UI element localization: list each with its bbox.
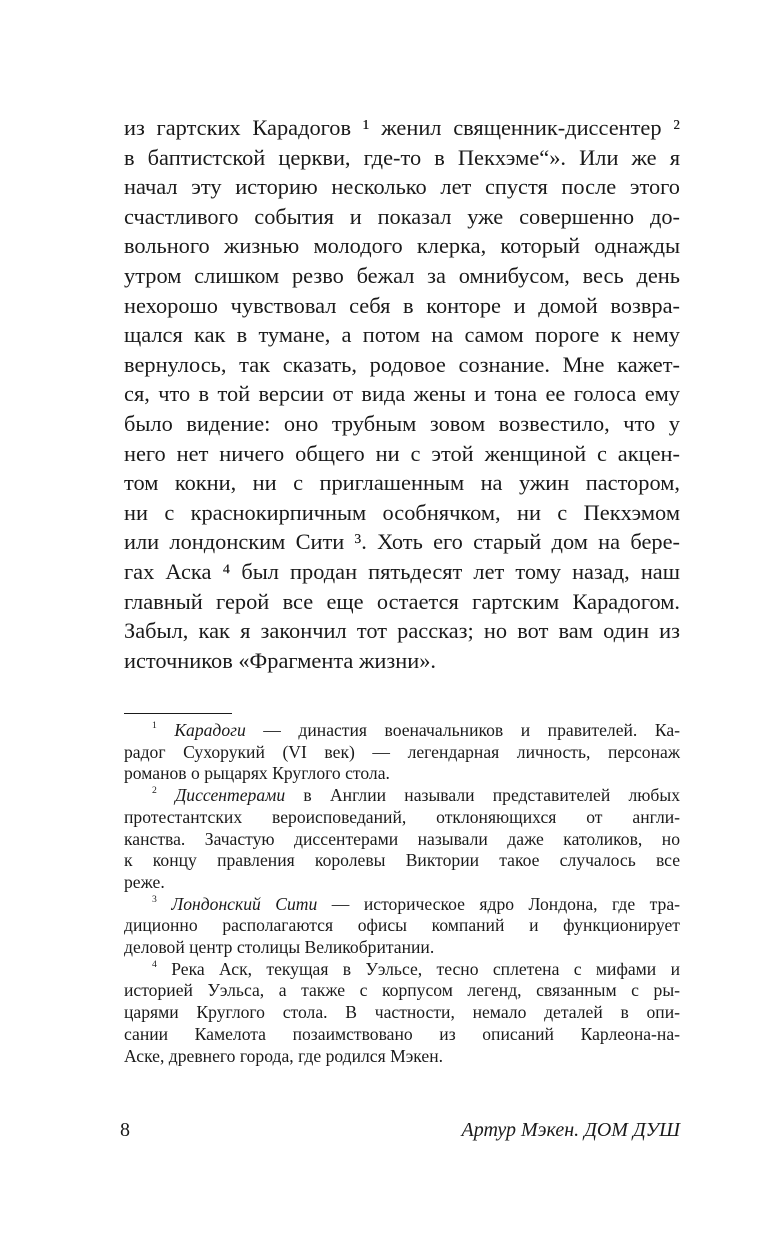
footnote-line: Аске, древнего города, где родился Мэкен. bbox=[124, 1045, 444, 1066]
footnote-1 bbox=[124, 720, 680, 785]
footnote-text: Река Аск, текущая в Уэльсе, тесно сплетена с мифами и bbox=[171, 958, 680, 979]
text-line: ни с краснокирпичным особнячком, ни с Пекхэмом bbox=[124, 499, 680, 525]
footnote-line: деловой центр столицы Великобритании. bbox=[124, 937, 435, 958]
footnote-line: романов о рыцарях Круглого стола. bbox=[124, 763, 390, 784]
footnote-4 bbox=[124, 959, 680, 1068]
footnote-marker: 3 bbox=[152, 893, 157, 905]
footnote-marker: 4 bbox=[152, 958, 157, 970]
footnote-term: Карадоги bbox=[174, 720, 246, 740]
footnote-line: сании Камелота позаимствовано из описаний Карлеона-на- bbox=[124, 1023, 680, 1044]
footnotes bbox=[124, 720, 680, 1067]
footnote-line: реже. bbox=[124, 871, 165, 892]
text-line: том кокни, ни с приглашенным на ужин пастором, bbox=[124, 470, 680, 496]
footnote-divider bbox=[124, 713, 232, 714]
footnote-3 bbox=[124, 894, 680, 959]
footnote-term: Диссентерами bbox=[175, 785, 286, 806]
text-line: Забыл, как я закончил тот рассказ; но вот вам один из bbox=[124, 618, 680, 644]
text-line: него нет ничего общего ни с этой женщиной с акцен- bbox=[124, 440, 680, 466]
footnote-line bbox=[124, 785, 680, 807]
text-line: утром слишком резво бежал за омнибусом, весь день bbox=[124, 262, 680, 288]
running-title: Артур Мэкен. ДОМ ДУШ bbox=[461, 1119, 680, 1141]
text-line: вольного жизнью молодого клерка, который однажды bbox=[124, 233, 680, 259]
footnote-line: царями Круглого стола. В частности, немало деталей в опи- bbox=[124, 1002, 680, 1023]
text-line: счастливого события и показал уже совершенно до- bbox=[124, 203, 680, 229]
footnote-line: историей Уэльса, а также с корпусом легенд, связанным с ры- bbox=[124, 980, 680, 1001]
footnote-line bbox=[124, 894, 680, 916]
page-number: 8 bbox=[120, 1119, 130, 1141]
footnote-text: — династия военачальников и правителей. Ка- bbox=[245, 720, 680, 740]
footnote-marker: 2 bbox=[152, 785, 157, 797]
footnote-line bbox=[124, 720, 680, 742]
text-line: источников «Фрагмента жизни». bbox=[124, 647, 437, 673]
footnote-line: диционно располагаются офисы компаний и функционирует bbox=[124, 915, 680, 936]
text-line: нехорошо чувствовал себя в конторе и домой возвра- bbox=[124, 292, 680, 318]
footnote-line: к концу правления королевы Виктории такое случалось все bbox=[124, 850, 680, 871]
footnote-line: протестантских вероисповеданий, отклоняющихся от англи- bbox=[124, 806, 680, 827]
text-line: начал эту историю несколько лет спустя после этого bbox=[124, 174, 680, 200]
footnote-term: Лондонский Сити bbox=[171, 893, 318, 914]
footnote-line bbox=[124, 959, 680, 981]
text-line: в баптистской церкви, где-то в Пекхэме“». Или же я bbox=[124, 144, 680, 170]
text-line: главный герой все еще остается гартским Карадогом. bbox=[124, 588, 680, 614]
text-line: или лондонским Сити ³. Хоть его старый дом на бере- bbox=[124, 529, 680, 555]
text-line: вернулось, так сказать, родовое сознание. Мне кажет- bbox=[124, 351, 680, 377]
text-line: ся, что в той версии от вида жены и тона ее голоса ему bbox=[124, 381, 680, 407]
text-line: было видение: оно трубным зовом возвестило, что у bbox=[124, 410, 680, 436]
footnote-text: в Англии называли представителей любых bbox=[285, 785, 681, 806]
footnote-2 bbox=[124, 785, 680, 894]
text-line: щался как в тумане, а потом на самом пороге к нему bbox=[124, 322, 680, 348]
footnote-line: канства. Зачастую диссентерами называли даже католиков, но bbox=[124, 828, 680, 849]
footnote-line: радог Сухорукий (VI век) — легендарная личность, персонаж bbox=[124, 741, 680, 762]
text-line: из гартских Карадогов ¹ женил священник-диссентер ² bbox=[124, 115, 680, 140]
footnote-marker: 1 bbox=[152, 720, 157, 732]
text-line: гах Аска ⁴ был продан пятьдесят лет тому назад, наш bbox=[124, 558, 680, 584]
main-text bbox=[124, 113, 680, 675]
footnote-text: — историческое ядро Лондона, где тра- bbox=[317, 893, 680, 914]
